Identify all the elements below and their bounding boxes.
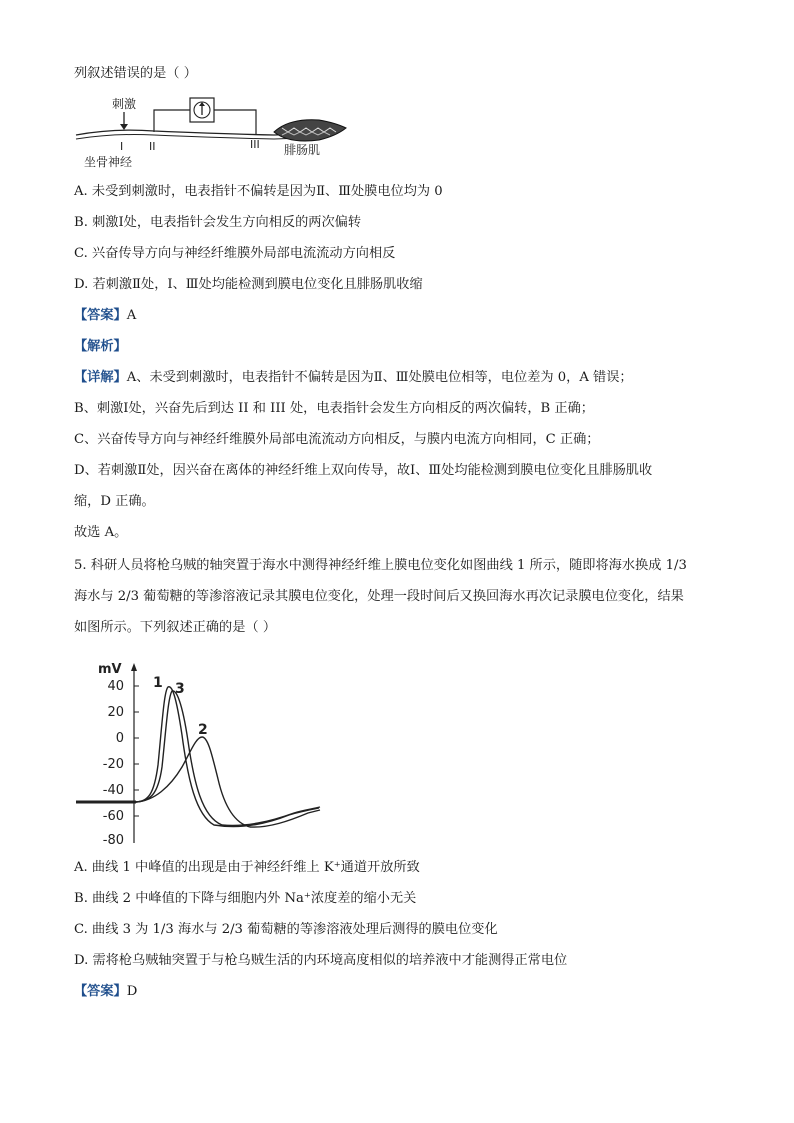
curve-2-label: 2 — [198, 722, 208, 738]
answer-value: D — [126, 984, 138, 999]
curve-3-label: 3 — [175, 681, 185, 697]
graph-unit-label: mV — [98, 662, 122, 677]
q5-option-b: B. 曲线 2 中峰值的下降与细胞内外 Na⁺浓度差的缩小无关 — [74, 891, 417, 906]
nerve-muscle-diagram — [74, 90, 364, 170]
q5-stem-1: 5. 科研人员将枪乌贼的轴突置于海水中测得神经纤维上膜电位变化如图曲线 1 所示，随即将海水换成 1/3 — [74, 558, 687, 573]
q4-option-a: A. 未受到刺激时，电表指针不偏转是因为Ⅱ、Ⅲ处膜电位均为 0 — [74, 184, 443, 199]
detail-label: 【详解】 — [74, 370, 127, 385]
q5-stem-3: 如图所示。下列叙述正确的是（ ） — [74, 620, 277, 635]
membrane-potential-graph — [74, 655, 334, 850]
tick-minus-60: -60 — [102, 809, 124, 824]
answer-value: A — [126, 308, 137, 323]
meter-wire — [154, 110, 190, 132]
answer-label: 【答案】 — [74, 984, 127, 999]
point-3-label: III — [250, 138, 260, 151]
q5-option-d: D. 需将枪乌贼轴突置于与枪乌贼生活的内环境高度相似的培养液中才能测得正常电位 — [74, 953, 568, 968]
nerve-label: 坐骨神经 — [84, 155, 133, 169]
tick-minus-80: -80 — [102, 833, 124, 848]
tick-minus-40: -40 — [102, 783, 124, 798]
tick-0: 0 — [115, 731, 124, 746]
answer-label: 【答案】 — [74, 308, 127, 323]
q5-answer — [74, 982, 137, 1002]
point-1-label: I — [120, 140, 124, 153]
q4-detail-b: B、刺激Ⅰ处，兴奋先后到达 II 和 III 处，电表指针会发生方向相反的两次偏转，B 正确； — [74, 401, 594, 416]
q4-detail-d1: D、若刺激Ⅱ处，因兴奋在离体的神经纤维上双向传导，故Ⅰ、Ⅲ处均能检测到膜电位变化且腓肠肌收 — [74, 463, 653, 478]
point-2-label: II — [149, 140, 156, 153]
q4-analysis-label: 【解析】 — [74, 339, 127, 354]
q4-option-b: B. 刺激Ⅰ处，电表指针会发生方向相反的两次偏转 — [74, 215, 362, 230]
tick-minus-20: -20 — [102, 757, 124, 772]
q4-conclusion: 故选 A。 — [74, 525, 128, 540]
q5-option-a: A. 曲线 1 中峰值的出现是由于神经纤维上 K⁺通道开放所致 — [74, 860, 420, 875]
stimulus-label: 刺激 — [112, 97, 137, 111]
q4-option-c: C. 兴奋传导方向与神经纤维膜外局部电流流动方向相反 — [74, 246, 396, 261]
q4-stem-tail: 列叙述错误的是（ ） — [74, 66, 197, 81]
q4-option-d: D. 若刺激Ⅱ处，Ⅰ、Ⅲ处均能检测到膜电位变化且腓肠肌收缩 — [74, 277, 423, 292]
curve-1-label: 1 — [153, 675, 163, 691]
q4-detail-a: 【详解】A、未受到刺激时，电表指针不偏转是因为Ⅱ、Ⅲ处膜电位相等，电位差为 0，A 错误； — [74, 370, 633, 385]
q5-option-c: C. 曲线 3 为 1/3 海水与 2/3 葡萄糖的等渗溶液处理后测得的膜电位变化 — [74, 922, 498, 937]
q5-stem-2: 海水与 2/3 葡萄糖的等渗溶液记录其膜电位变化，处理一段时间后又换回海水再次记录膜电位变化，结果 — [74, 589, 684, 604]
q4-detail-d2: 缩，D 正确。 — [74, 494, 155, 509]
tick-20: 20 — [107, 705, 124, 720]
tick-40: 40 — [107, 679, 124, 694]
muscle-label: 腓肠肌 — [284, 143, 321, 157]
q4-detail-c: C、兴奋传导方向与神经纤维膜外局部电流流动方向相反，与膜内电流方向相同，C 正确； — [74, 432, 600, 447]
q4-answer — [74, 306, 136, 326]
